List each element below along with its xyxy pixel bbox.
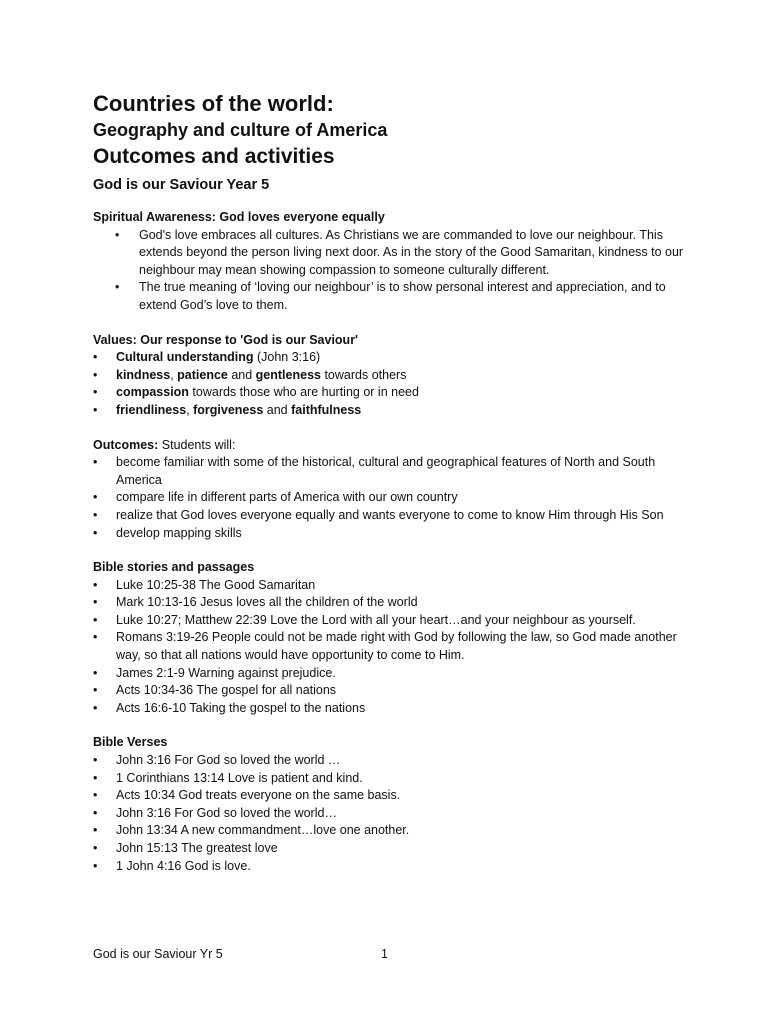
outcomes-list [93,454,693,542]
list-item: • Acts 16:6-10 Taking the gospel to the nations [93,700,693,718]
list-item: • compare life in different parts of America with our own country [93,489,693,507]
list-item: • Mark 10:13-16 Jesus loves all the children of the world [93,594,693,612]
page-footer: God is our Saviour Yr 5 [93,947,223,961]
page-title: Countries of the world: [93,91,334,116]
spiritual-awareness-title: Spiritual Awareness: God loves everyone equally [93,210,385,224]
list-item: • compassion towards those who are hurting or in need [93,384,693,402]
bible-stories-title: Bible stories and passages [93,560,255,575]
list-item: • kindness, patience and gentleness towards others [93,367,693,385]
bible-verses-list [93,752,693,875]
list-item: • become familiar with some of the historical, cultural and geographical features of North and South America [93,454,693,489]
list-item: • 1 Corinthians 13:14 Love is patient and kind. [93,770,693,788]
page-number: 1 [381,947,388,961]
list-item: • develop mapping skills [93,525,693,543]
list-item: • James 2:1-9 Warning against prejudice. [93,665,693,683]
values-list [93,349,693,419]
spiritual-awareness-list [93,227,693,315]
list-item: • Cultural understanding (John 3:16) [93,349,693,367]
list-item: • John 13:34 A new commandment…love one another. [93,822,693,840]
list-item: • John 15:13 The greatest love [93,840,693,858]
list-item: • Acts 10:34 God treats everyone on the same basis. [93,787,693,805]
bible-stories-list [93,577,693,718]
unit-title: God is our Saviour Year 5 [93,177,270,193]
list-item: • John 3:16 For God so loved the world… [93,805,693,823]
list-item: • Acts 10:34-36 The gospel for all nations [93,682,693,700]
list-item: • Luke 10:27; Matthew 22:39 Love the Lord with all your heart…and your neighbour as yourself. [93,612,693,630]
list-item: • The true meaning of ‘loving our neighbour’ is to show personal interest and appreciation, and to extend God’s love to them. [93,279,693,314]
list-item: • Luke 10:25-38 The Good Samaritan [93,577,693,595]
section-heading: Outcomes and activities [93,145,335,168]
outcomes-intro: Outcomes: Students will: [93,437,236,452]
list-item: • Romans 3:19-26 People could not be made right with God by following the law, so God made another way, so that all nations would have opportunity to come to Him. [93,629,693,664]
page-subtitle: Geography and culture of America [93,120,388,140]
list-item: • John 3:16 For God so loved the world … [93,752,693,770]
list-item: • realize that God loves everyone equally and wants everyone to come to know Him through His Son [93,507,693,525]
list-item: • 1 John 4:16 God is love. [93,858,693,876]
list-item: • God's love embraces all cultures. As Christians we are commanded to love our neighbour. This extends beyond the person living next door. As in the story of the Good Samaritan, kindness to our neighbour may mean showing compassion to someone culturally different. [93,227,693,280]
values-title: Values: Our response to 'God is our Saviour' [93,332,359,347]
bible-verses-title: Bible Verses [93,735,168,750]
document-page [93,90,693,875]
list-item: • friendliness, forgiveness and faithfulness [93,402,693,420]
